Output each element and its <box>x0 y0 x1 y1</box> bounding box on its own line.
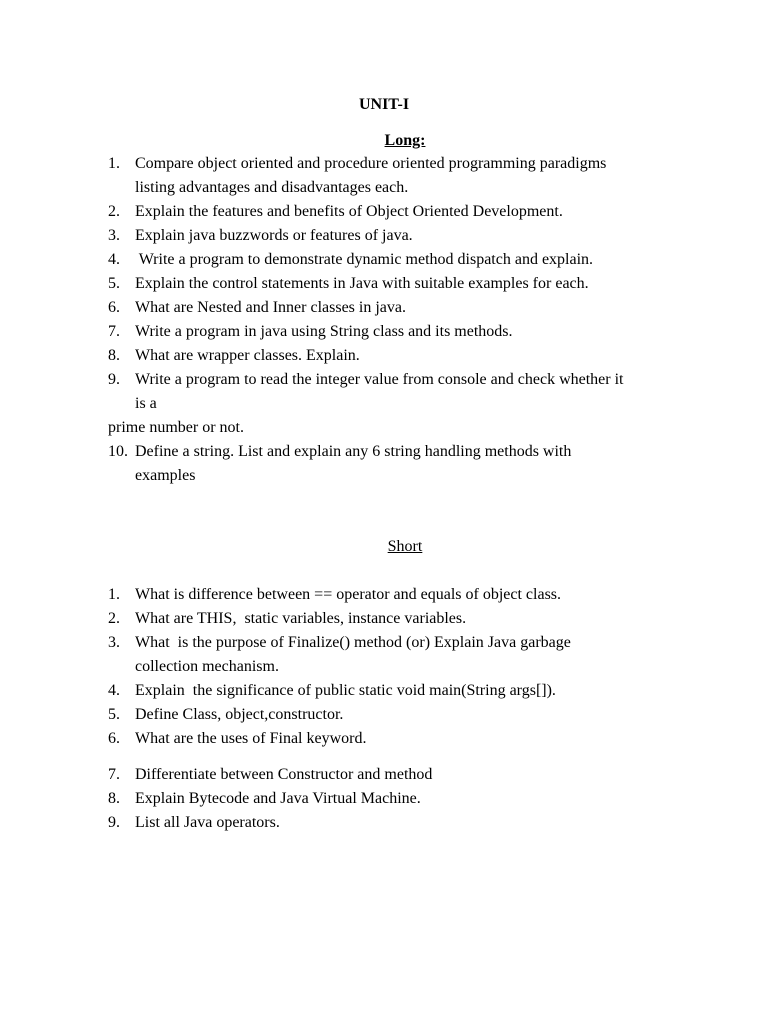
long-question-5 <box>108 272 680 296</box>
question-number: 10. <box>108 443 128 460</box>
question-number: 8. <box>108 347 120 364</box>
question-text: Write a program in java using String class and its methods. <box>135 323 513 340</box>
question-text: List all Java operators. <box>135 814 280 831</box>
question-number: 2. <box>108 610 120 627</box>
question-text-continued: is a <box>135 395 157 412</box>
unit-title: UNIT-I <box>358 96 410 113</box>
short-question-4 <box>108 679 680 703</box>
question-number: 7. <box>108 323 120 340</box>
question-text: Explain Bytecode and Java Virtual Machine. <box>135 790 421 807</box>
question-text: Explain the control statements in Java with suitable examples for each. <box>135 275 589 292</box>
question-number: 6. <box>108 299 120 316</box>
question-text: What are Nested and Inner classes in java. <box>135 299 406 316</box>
long-question-9 <box>108 368 680 440</box>
long-question-1 <box>108 152 680 200</box>
short-question-9 <box>108 811 680 835</box>
question-number: 1. <box>108 586 120 603</box>
question-text-continued: examples <box>135 467 196 484</box>
short-questions-list <box>108 583 680 835</box>
short-question-8 <box>108 787 680 811</box>
long-question-2 <box>108 200 680 224</box>
question-text: What are THIS, static variables, instance variables. <box>135 610 467 627</box>
long-question-7 <box>108 320 680 344</box>
question-number: 3. <box>108 634 120 651</box>
short-question-2 <box>108 607 680 631</box>
question-number: 5. <box>108 275 120 292</box>
long-question-4 <box>108 248 680 272</box>
question-text: Define Class, object,constructor. <box>135 706 344 723</box>
long-questions-list <box>108 152 680 488</box>
question-text: Explain java buzzwords or features of java. <box>135 227 413 244</box>
question-text: Explain the features and benefits of Object Oriented Development. <box>135 203 563 220</box>
long-question-6 <box>108 296 680 320</box>
question-text: What are the uses of Final keyword. <box>135 730 367 747</box>
long-question-8 <box>108 344 680 368</box>
short-question-1 <box>108 583 680 607</box>
question-number: 3. <box>108 227 120 244</box>
question-number: 9. <box>108 814 120 831</box>
question-text: Explain the significance of public static void main(String args[]). <box>135 682 556 699</box>
question-text-continued: collection mechanism. <box>135 658 279 675</box>
question-number: 2. <box>108 203 120 220</box>
question-text: Write a program to demonstrate dynamic method dispatch and explain. <box>135 251 594 268</box>
question-text: Differentiate between Constructor and method <box>135 766 433 783</box>
question-text: Write a program to read the integer value from console and check whether it <box>135 371 624 388</box>
question-number: 4. <box>108 251 120 268</box>
long-section-heading: Long: <box>384 132 426 149</box>
question-text: What is difference between == operator and equals of object class. <box>135 586 562 603</box>
question-text: Define a string. List and explain any 6 string handling methods with <box>135 443 572 460</box>
question-number: 1. <box>108 155 120 172</box>
question-number: 4. <box>108 682 120 699</box>
long-question-10 <box>108 440 680 488</box>
question-number: 7. <box>108 766 120 783</box>
question-text: Compare object oriented and procedure oriented programming paradigms <box>135 155 607 172</box>
question-number: 5. <box>108 706 120 723</box>
short-question-6 <box>108 727 680 751</box>
long-question-3 <box>108 224 680 248</box>
question-text-continued: listing advantages and disadvantages each. <box>135 179 409 196</box>
question-number: 9. <box>108 371 120 388</box>
question-number: 8. <box>108 790 120 807</box>
question-text-continued-2: prime number or not. <box>108 419 244 436</box>
question-text: What are wrapper classes. Explain. <box>135 347 360 364</box>
question-number: 6. <box>108 730 120 747</box>
short-question-3 <box>108 631 680 679</box>
short-question-7 <box>108 763 680 787</box>
short-section-heading: Short <box>387 538 423 555</box>
question-text: What is the purpose of Finalize() method (or) Explain Java garbage <box>135 634 571 651</box>
short-question-5 <box>108 703 680 727</box>
